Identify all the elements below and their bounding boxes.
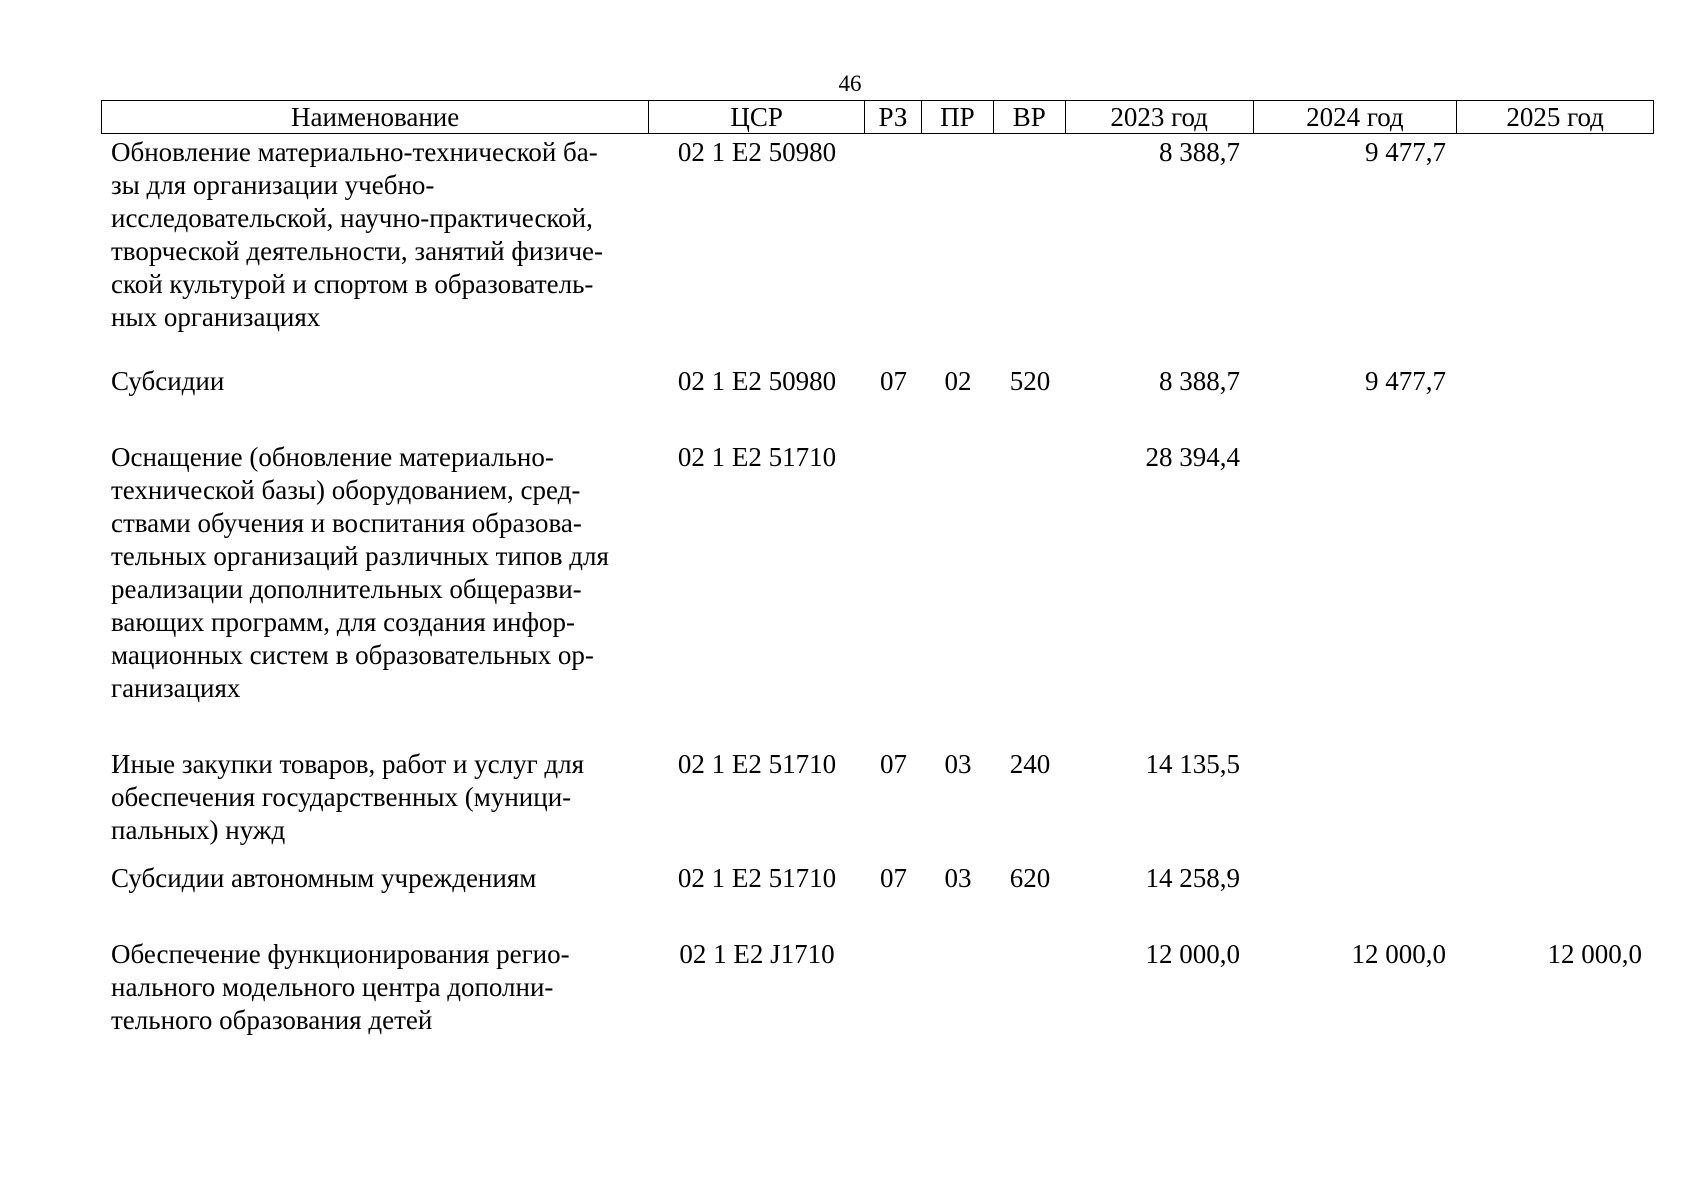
table-header [101,100,1654,134]
row-csr: 02 1 E2 50980 [677,366,837,396]
row-rz [865,441,922,705]
row-rz [865,136,922,334]
row-2024: 9 477,7 [1365,366,1446,396]
table-row [101,136,1654,334]
header-2025: 2025 год [1506,102,1604,132]
row-2023: 8 388,7 [1159,366,1240,396]
row-name: Иные закупки товаров, работ и услуг для обеспечения государственных (муници- пальных) нужд [111,749,585,845]
header-2023: 2023 год [1066,101,1254,133]
row-2023: 14 135,5 [1145,749,1240,779]
header-csr: ЦСР [649,101,865,133]
row-pr: 02 [944,366,972,396]
row-pr [922,938,994,1037]
table-row [101,748,1654,847]
row-csr: 02 1 E2 51710 [677,442,837,472]
row-2024: 9 477,7 [1365,137,1446,167]
row-name: Обновление материально-технической ба- зы для организации учебно- исследовательской, научно-практической, творческой деятельности, занятий физиче- ской культурой и спортом в образователь- ных организациях [111,137,603,332]
header-vr: ВР [994,101,1066,133]
row-2025 [1458,136,1654,334]
table-row [101,441,1654,705]
row-pr: 03 [944,749,972,779]
row-2024 [1254,862,1458,895]
row-2025 [1458,748,1654,847]
row-csr: 02 1 E2 51710 [677,863,837,893]
header-rz: РЗ [865,101,922,133]
table-row [101,365,1654,398]
row-pr [922,441,994,705]
row-vr [994,938,1066,1037]
header-pr: ПР [922,101,994,133]
row-name: Оснащение (обновление материально- технической базы) оборудованием, сред- ствами обучения и воспитания образова- тельных организаций различных типов для реализации дополнительных общеразви- вающих программ, для создания инфор- мационных систем в образовательных ор- ганизациях [111,442,609,703]
row-vr: 240 [1009,749,1051,779]
row-csr: 02 1 E2 J1710 [679,939,835,969]
row-name: Обеспечение функционирования регио- нального модельного центра дополни- тельного образования детей [111,939,570,1035]
row-2024 [1254,748,1458,847]
row-name: Субсидии автономным учреждениям [111,863,537,893]
table-body [101,134,1654,1037]
row-rz [865,938,922,1037]
row-vr [994,136,1066,334]
header-name: Наименование [102,101,649,133]
row-pr [922,136,994,334]
row-2024 [1254,441,1458,705]
row-name: Субсидии [111,366,225,396]
row-rz: 07 [880,366,907,396]
table-row [101,938,1654,1037]
row-2025 [1458,365,1654,398]
row-vr: 520 [1009,366,1051,396]
row-2023: 14 258,9 [1145,863,1240,893]
row-rz: 07 [880,749,907,779]
header-2024: 2024 год [1254,101,1458,133]
row-vr [994,441,1066,705]
row-csr: 02 1 E2 50980 [677,137,837,167]
row-2023: 12 000,0 [1145,939,1240,969]
row-2025: 12 000,0 [1547,939,1642,969]
row-2025 [1458,862,1654,895]
row-csr: 02 1 E2 51710 [677,749,837,779]
row-2024: 12 000,0 [1351,939,1446,969]
row-2023: 28 394,4 [1145,442,1240,472]
row-pr: 03 [944,863,972,893]
row-2023: 8 388,7 [1159,137,1240,167]
table-row [101,862,1654,895]
page-number: 46 [838,71,862,96]
row-rz: 07 [880,863,907,893]
row-vr: 620 [1009,863,1051,893]
row-2025 [1458,441,1654,705]
